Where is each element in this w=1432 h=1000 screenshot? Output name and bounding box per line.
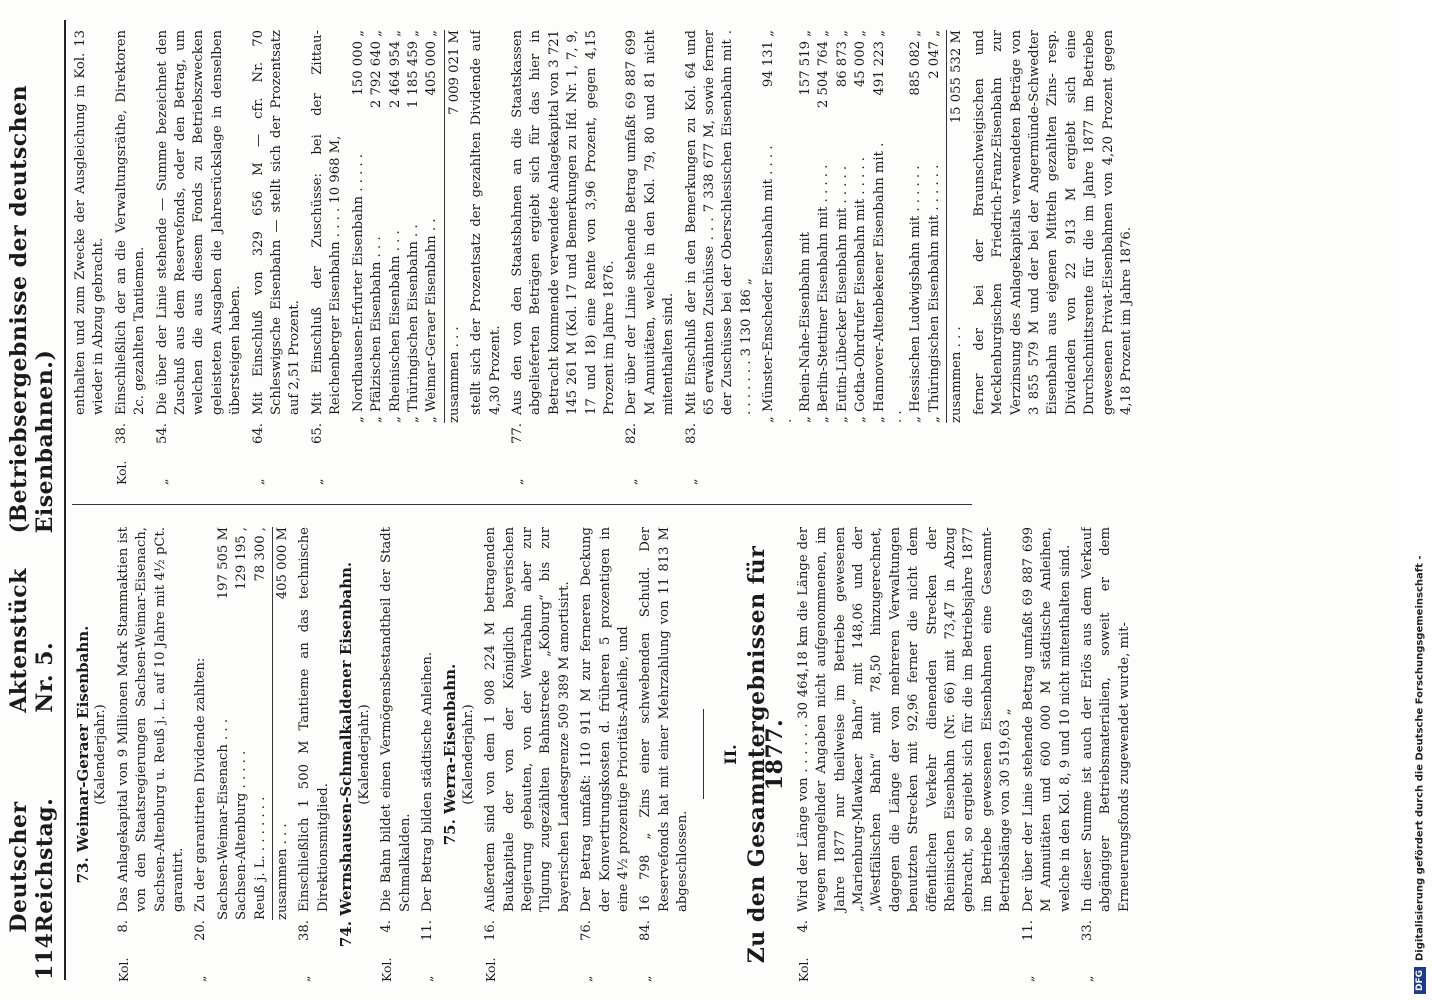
- note-text: Die über der Linie stehende — Summe bezeichnet den Zuschuß aus dem Reservefonds, oder den Betrag, um welchen die aus diesem Fonds zu Betriebszwecken geleisteten Ausgaben die Jahresrückslage in denselben übersteigen haben.: [154, 30, 244, 415]
- kol-number: 16.: [483, 920, 499, 941]
- section-subtitle-73: (Kalenderjahr.): [93, 704, 109, 805]
- dfg-credit-text: Digitalisierung gefördert durch die Deutsche Forschungsgemeinschaft -: [1414, 555, 1426, 961]
- amount-row: „ Thüringischen Eisenbahn mit . . . . . . 2 047 „: [926, 30, 942, 423]
- page-header: [6, 20, 66, 980]
- note-entry: [378, 527, 415, 982]
- note-entry: „ 38. Einschließlich 1 500 M Tantieme an das technische Direktionsmitglied.: [296, 527, 333, 982]
- dfg-logo: DFG: [1414, 967, 1426, 994]
- note-entry: [115, 527, 189, 982]
- note-entry: [971, 30, 1137, 485]
- header-right: (Betriebsergebnisse der deutschen Eisenbahnen.): [6, 84, 58, 534]
- amount-row: „ Hessischen Ludwigsbahn mit . . . . . . 885 082 „: [908, 30, 924, 423]
- amount-row: Reuß j. L. . . . . . . . 78 300 ,: [252, 527, 268, 920]
- amount-table: [350, 30, 464, 423]
- kol-label: Kol.: [379, 957, 395, 982]
- section-title-73: 73. Weimar-Geraer Eisenbahn.: [74, 625, 92, 884]
- kol-number: 33.: [1079, 920, 1095, 941]
- kol-number: 38.: [297, 920, 313, 941]
- header-center: Aktenstück Nr. 5.: [6, 568, 58, 713]
- kol-label: Kol.: [113, 460, 129, 485]
- note-text: In dieser Summe ist auch der Erlös aus dem Verkauf abgängiger Betriebsmaterialien, soweit er dem Erneuerungsfonds zugewendet wurde, mit-: [1079, 527, 1132, 912]
- section-subtitle-75: (Kalenderjahr.): [460, 704, 476, 805]
- note-text: Zu der garantirten Dividende zahlten:: [193, 657, 209, 912]
- note-entry: „ 11. Der über der Linie stehende Betrag umfaßt 69 887 699 M Annuitäten und 600 000 M städtische Anleihen, welche in den Kol. 8, 9 und 10 nicht mitenthalten sind.: [1020, 527, 1075, 982]
- note-text: Der über der Linie stehende Betrag umfaßt 69 887 699 M Annuitäten und 600 000 M städtische Anleihen, welche in den Kol. 8, 9 und 10 nicht mitenthalten sind.: [1020, 527, 1073, 912]
- section-title-74: 74. Wernshausen-Schmalkaldener Eisenbahn.: [337, 561, 356, 948]
- right-column: [72, 30, 1382, 485]
- amount-row: „ Eutin-Lübecker Eisenbahn mit . . . . . 86 873 „: [834, 30, 850, 423]
- header-left: Deutscher Reichstag.: [6, 797, 58, 933]
- note-text: ferner der bei der Braunschweigischen und Mecklenburgischen Friedrich-Franz-Eisenbahn zur Verzinsung des Anlagekapitals verwendeten Beträge von 3 855 579 M und der bei der Angermünde-Schwedter Eisenbahn aus eigenen Mitteln gezahlten Zins- resp. Dividenden von 22 913 M ergiebt sich eine Durchschnittsrente für die im Jahre 1877 im Betriebe gewesenen Privat-Eisenbahnen von 4,20 Prozent gegen 4,18 Prozent im Jahre 1876.: [971, 30, 1134, 415]
- note-entry: „ 76. Der Betrag umfaßt: 110 911 M zur ferneren Deckung der Konvertirungskosten d. früheren 5 prozentigen in eine 4½ prozentige Prioritäts-Anleihe, und: [578, 527, 633, 982]
- amount-row: „ Münster-Enscheder Eisenbahn mit . . . . . 94 131 „: [761, 30, 795, 423]
- note-entry: „ 83. Mit Einschluß der in den Bemerkungen zu Kol. 64 und 65 erwähnten Zuschüsse . . . 7 338 677 M, sowie ferner der Zuschüsse bei der Oberschlesischen Eisenbahn mit . . . . . . . . 3 130 186 „: [683, 30, 757, 485]
- note-text: Der Betrag umfaßt: 110 911 M zur ferneren Deckung der Konvertirungskosten d. früheren 5 prozentigen in eine 4½ prozentige Prioritäts-Anleihe, und: [579, 527, 631, 912]
- kol-number: 38.: [113, 423, 129, 444]
- amount-table: [215, 527, 293, 920]
- kol-number: 82.: [624, 423, 640, 444]
- note-text: Das Anlagekapital von 9 Millionen Mark Stammaktien ist von den Staatsregierungen Sachsen-Weimar-Eisenach, Sachsen-Altenburg u. Reuß j. L. auf 10 Jahre mit 4½ pCt. garantirt.: [115, 527, 187, 912]
- kol-number: 84.: [638, 920, 654, 941]
- dfg-credit: [1412, 6, 1428, 994]
- amount-row: „ Berlin-Stettiner Eisenbahn mit . . . . . 2 504 764 „: [816, 30, 832, 423]
- note-entry: „ 33. In dieser Summe ist auch der Erlös aus dem Verkauf abgängiger Betriebsmaterialien, soweit er dem Erneuerungsfonds zugewendet wurde, mit-: [1079, 527, 1134, 982]
- note-entry: „ 64. Mit Einschluß von 329 656 M — cfr. Nr. 70 Schleswigsche Eisenbahn — stellt sich der Prozentsatz auf 2,51 Prozent.: [250, 30, 305, 485]
- note-entry: „ 84. 16 798 „ Zins einer schwebenden Schuld. Der Reservefonds hat mit einer Mehrzahlung von 11 813 M abgeschlossen.: [637, 527, 692, 982]
- kol-number: 11.: [419, 920, 435, 941]
- note-text: Außerdem sind von dem 1 908 224 M betragenden Baukapitale der von der Königlich bayerischen Regierung gebauten, von der Werrabahn aber zur Tilgung zugezählten Bahnstrecke „Koburg“ bis zur bayerischen Landesgrenze 509 389 M amortisirt.: [483, 527, 572, 912]
- note-entry: „ 65. Mit Einschluß der Zuschüsse: bei der Zittau-Reichenberger Eisenbahn . . . . 10 968 M,: [309, 30, 346, 485]
- left-column: [72, 527, 1382, 982]
- amount-row: „ Gotha-Ohrdrufer Eisenbahn mit . . . . . 45 000 „: [853, 30, 869, 423]
- column-divider: [72, 504, 972, 505]
- note-text: Der Betrag bilden städtische Anleihen.: [419, 651, 435, 912]
- kol-number: 20.: [193, 920, 209, 941]
- note-text: Einschließlich 1 500 M Tantieme an das technische Direktionsmitglied.: [297, 527, 331, 912]
- amount-row: „ Weimar-Geraer Eisenbahn . . 405 000 „: [424, 30, 440, 423]
- note-text: Wird der Länge von . . . . . . 30 464,18 km die Länge der wegen mangelnder Angaben nicht aufgenommenen, im Jahre 1877 nur theilweise im Betriebe gewesenen „Marienburg-Mlawkaer Bahn“ mit 148,06 und der „Westfälischen Bahn“ mit 78,50 hinzugerechnet, dagegen die Länge der von mehreren Verwaltungen benutzten Strecken mit 92,96 ferner die nicht dem öffentlichen Verkehr dienenden Strecken der Rheinischen Eisenbahn (Nr. 66) mit 73,47 in Abzug gebracht, so ergiebt sich für die im Betriebsjahre 1877 im Betriebe gewesenen Eisenbahnen eine Gesammt-Betriebslänge von 30 519,63 „: [795, 527, 1014, 912]
- part-title: Zu den Gesammtergebnissen für 1877.: [744, 545, 789, 964]
- note-text: Der über der Linie stehende Betrag umfaßt 69 887 699 M Annuitäten, welche in den Kol. 79, 80 und 81 nicht mitenthalten sind.: [624, 30, 677, 415]
- kol-number: 54.: [154, 423, 170, 444]
- kol-number: 65.: [309, 423, 325, 444]
- note-entry: [482, 527, 574, 982]
- kol-label: Kol.: [483, 957, 499, 982]
- page-number: 114: [32, 932, 58, 980]
- note-text: Die Bahn bildet einen Vermögensbestandtheil der Stadt Schmalkalden.: [379, 527, 413, 912]
- kol-number: 4.: [379, 920, 395, 933]
- note-text: Mit Einschluß der Zuschüsse: bei der Zittau-Reichenberger Eisenbahn . . . . 10 968 M,: [309, 30, 344, 415]
- note-entry: [468, 30, 505, 485]
- kol-number: 76.: [579, 920, 595, 941]
- amount-row: „ Rhein-Nahe-Eisenbahn mit 157 519 „: [798, 30, 814, 423]
- sum-row: zusammen . . . 15 055 532 M: [946, 30, 966, 423]
- amount-row: Sachsen-Altenburg . . . . . 129 195 ,: [234, 527, 250, 920]
- kol-number: 11.: [1020, 920, 1036, 941]
- note-entry: „ 77. Aus den von den Staatsbahnen an die Staatskassen abgelieferten Beträgen ergiebt sich für das hier in Betracht kommende verwendete Anlagekapital von 3 721 145 261 M (Kol. 17 und Bemerkungen zu lfd. Nr. 1, 7, 9, 17 und 18) eine Rente von 3,96 Prozent, gegen 4,15 Prozent im Jahre 1876.: [509, 30, 619, 485]
- section-title-75: 75. Werra-Eisenbahn.: [441, 663, 460, 846]
- kol-label: Kol.: [115, 957, 131, 982]
- amount-table: [760, 30, 966, 423]
- amount-row: „ Nordhausen-Erfurter Eisenbahn . . . . . 150 000 „: [350, 30, 366, 423]
- amount-row: „ Rheinischen Eisenbahn . . . 2 464 954 „: [387, 30, 403, 423]
- kol-number: 77.: [509, 423, 525, 444]
- sum-row: zusammen . . . 405 000 M: [272, 527, 292, 920]
- note-entry: [113, 30, 150, 485]
- note-entry: [795, 527, 1016, 982]
- amount-row: Sachsen-Weimar-Eisenach . . . 197 505 M: [215, 527, 231, 920]
- kol-number: 64.: [250, 423, 266, 444]
- section-subtitle-74: (Kalenderjahr.): [356, 704, 372, 805]
- note-entry: „ 11. Der Betrag bilden städtische Anleihen.: [419, 527, 437, 982]
- note-text: Aus den von den Staatsbahnen an die Staatskassen abgelieferten Beträgen ergiebt sich für das hier in Betracht kommende verwendete Anlagekapital von 3 721 145 261 M (Kol. 17 und Bemerkungen zu lfd. Nr. 1, 7, 9, 17 und 18) eine Rente von 3,96 Prozent, gegen 4,15 Prozent im Jahre 1876.: [509, 30, 617, 415]
- note-entry: [72, 30, 109, 485]
- note-text: enthalten und zum Zwecke der Ausgleichung in Kol. 13 wieder in Abzug gebracht.: [73, 30, 107, 415]
- note-text: stellt sich der Prozentsatz der gezahlten Dividende auf 4,30 Prozent.: [469, 30, 503, 415]
- sum-row: zusammen . . . 7 009 021 M: [444, 30, 464, 423]
- amount-row: „ Hannover-Altenbekener Eisenbahn mit . . . 491 223 „: [871, 30, 906, 423]
- note-text: 16 798 „ Zins einer schwebenden Schuld. Der Reservefonds hat mit einer Mehrzahlung von 11 813 M abgeschlossen.: [638, 527, 691, 912]
- kol-label: Kol.: [795, 957, 811, 982]
- note-text: Mit Einschluß von 329 656 M — cfr. Nr. 70 Schleswigsche Eisenbahn — stellt sich der Prozentsatz auf 2,51 Prozent.: [250, 30, 303, 415]
- kol-number: 8.: [115, 920, 131, 933]
- kol-number: 83.: [683, 423, 699, 444]
- amount-row: „ Pfälzischen Eisenbahn . . . 2 792 640 „: [369, 30, 385, 423]
- note-entry: „ 20. Zu der garantirten Dividende zahlten:: [192, 527, 210, 982]
- kol-number: 4.: [795, 920, 811, 933]
- divider: [703, 710, 704, 800]
- note-entry: „ 54. Die über der Linie stehende — Summe bezeichnet den Zuschuß aus dem Reservefonds, oder den Betrag, um welchen die aus diesem Fonds zu Betriebszwecken geleisteten Ausgaben die Jahresrückslage in denselben übersteigen haben.: [154, 30, 246, 485]
- amount-row: „ Thüringischen Eisenbahn . . 1 185 459 „: [405, 30, 421, 423]
- note-text: Mit Einschluß der in den Bemerkungen zu Kol. 64 und 65 erwähnten Zuschüsse . . . 7 338 677 M, sowie ferner der Zuschüsse bei der Oberschlesischen Eisenbahn mit . . . . . . . . 3 130 186 „: [683, 30, 754, 415]
- note-entry: „ 82. Der über der Linie stehende Betrag umfaßt 69 887 699 M Annuitäten, welche in den Kol. 79, 80 und 81 nicht mitenthalten sind.: [623, 30, 678, 485]
- part-numeral: II.: [720, 744, 740, 765]
- note-text: Einschließlich der an die Verwaltungsräthe, Direktoren 2c. gezahlten Tantiemen.: [113, 30, 148, 415]
